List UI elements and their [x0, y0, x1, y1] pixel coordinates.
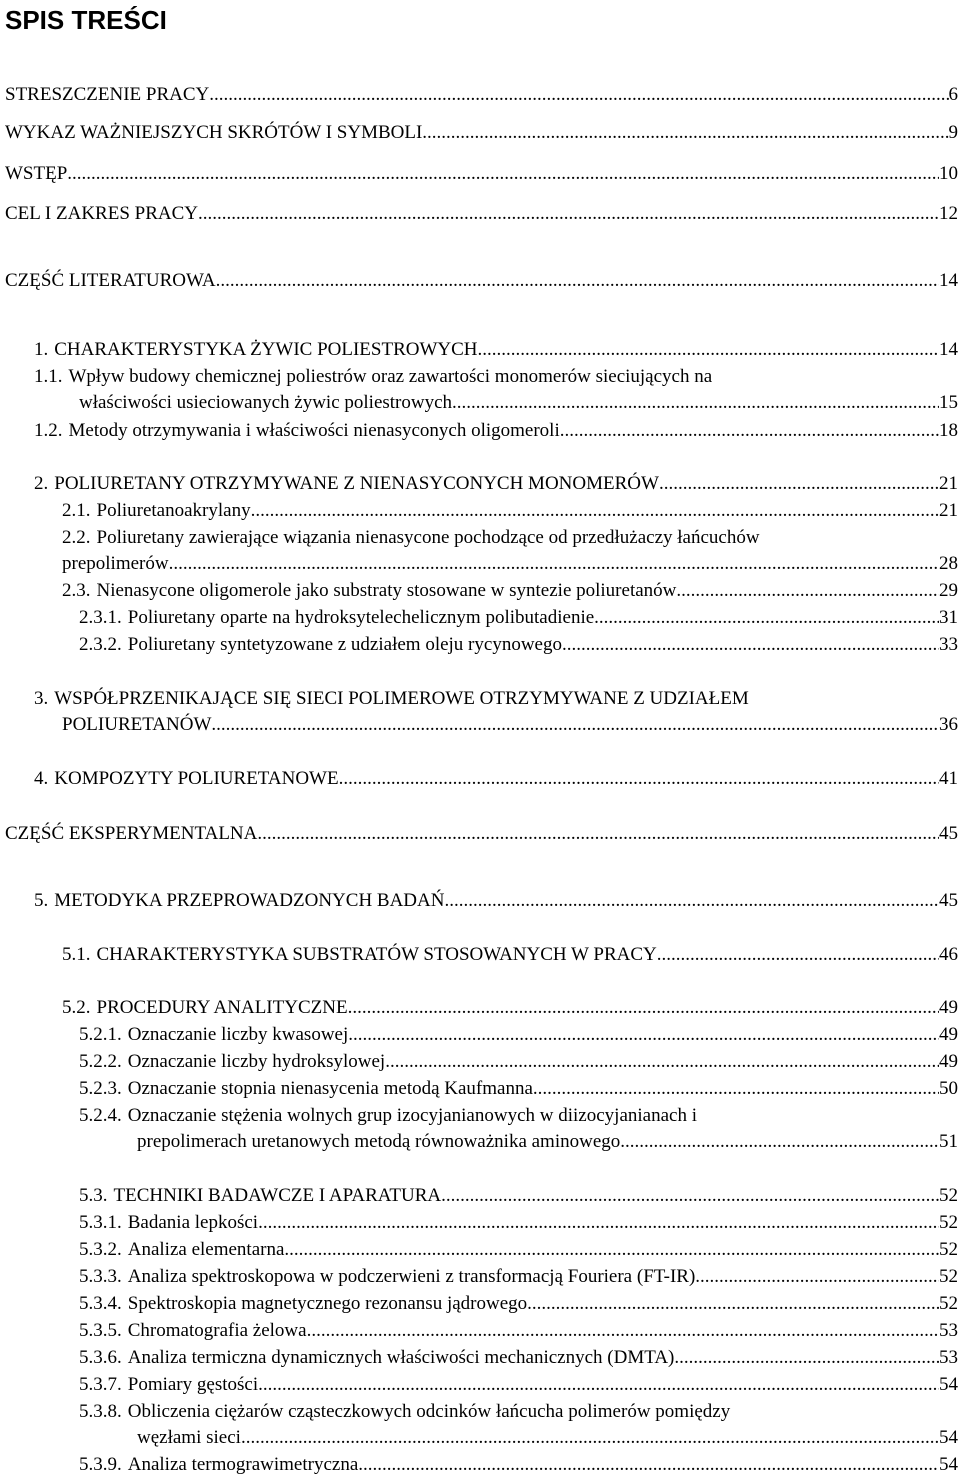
toc-leader-dots: [169, 551, 939, 577]
toc-entry-number: 5.3.5.: [79, 1320, 122, 1341]
toc-leader-dots: [444, 888, 939, 914]
toc-page-number: 49: [939, 1051, 958, 1072]
toc-entry[interactable]: [79, 1210, 958, 1236]
toc-entry-title: Spektroskopia magnetycznego rezonansu jądrowego: [127, 1293, 528, 1314]
toc-entry-number: 2.3.1.: [79, 607, 122, 628]
toc-page-number: 52: [939, 1239, 958, 1260]
toc-page-number: 41: [939, 768, 958, 789]
toc-page-number: 46: [939, 944, 958, 965]
page-title: SPIS TREŚCI: [5, 5, 167, 35]
toc-leader-dots: [527, 1291, 939, 1317]
toc-leader-dots: [258, 1210, 939, 1236]
toc-entry-number: 5.3.3.: [79, 1266, 122, 1287]
toc-entry[interactable]: [79, 1345, 958, 1371]
toc-page-number: 52: [939, 1293, 958, 1314]
toc-entry[interactable]: [79, 1452, 958, 1478]
toc-entry[interactable]: [79, 632, 958, 658]
toc-page-number: 14: [939, 270, 958, 291]
toc-entry[interactable]: [79, 1318, 958, 1344]
toc-entry-title: CEL I ZAKRES PRACY: [5, 203, 199, 224]
toc-entry-title: Poliuretanoakrylany: [96, 500, 251, 521]
toc-entry-title: Wpływ budowy chemicznej poliestrów oraz zawartości monomerów sieciujących na: [68, 366, 713, 387]
toc-entry-number: 2.2.: [62, 527, 91, 548]
toc-entry-continuation[interactable]: [62, 551, 958, 577]
toc-leader-dots: [560, 418, 939, 444]
toc-leader-dots: [216, 268, 939, 294]
toc-page-number: 52: [939, 1266, 958, 1287]
toc-page-number: 15: [939, 392, 958, 413]
toc-leader-dots: [695, 1264, 939, 1290]
toc-page-number: 36: [939, 714, 958, 735]
toc-entry[interactable]: [5, 821, 958, 847]
toc-entry-title: Poliuretany oparte na hydroksytelechelicznym polibutadienie: [127, 607, 595, 628]
toc-entry-title-continued: węzłami sieci: [137, 1427, 241, 1448]
toc-leader-dots: [307, 1318, 939, 1344]
toc-entry-title: Analiza termiczna dynamicznych właściwości mechanicznych (DMTA): [127, 1347, 675, 1368]
toc-leader-dots: [348, 995, 939, 1021]
toc-page-number: 54: [939, 1454, 958, 1475]
toc-page-number: 21: [939, 500, 958, 521]
toc-leader-dots: [674, 1345, 939, 1371]
toc-entry-title-continued: POLIURETANÓW: [62, 714, 212, 735]
toc-leader-dots: [339, 766, 939, 792]
toc-entry-number: 5.1.: [62, 944, 91, 965]
toc-entry[interactable]: [34, 337, 958, 363]
toc-entry-continuation[interactable]: [137, 1425, 958, 1451]
toc-entry-title: KOMPOZYTY POLIURETANOWE: [54, 768, 339, 789]
toc-entry-number: 5.3.7.: [79, 1374, 122, 1395]
toc-entry[interactable]: [79, 1372, 958, 1398]
toc-entry-title: WYKAZ WAŻNIEJSZYCH SKRÓTÓW I SYMBOLI: [5, 122, 423, 143]
toc-leader-dots: [348, 1022, 939, 1048]
toc-leader-dots: [478, 337, 939, 363]
toc-entry-number: 2.3.2.: [79, 634, 122, 655]
toc-entry[interactable]: [62, 578, 958, 604]
toc-entry-number: 1.2.: [34, 420, 63, 441]
toc-entry-number: 2.: [34, 473, 49, 494]
toc-entry[interactable]: [79, 1183, 958, 1209]
toc-page-number: 18: [939, 420, 958, 441]
toc-entry-continuation[interactable]: [79, 390, 958, 416]
toc-entry-title: METODYKA PRZEPROWADZONYCH BADAŃ: [54, 890, 445, 911]
toc-leader-dots: [284, 1237, 939, 1263]
toc-leader-dots: [620, 1129, 939, 1155]
toc-entry-title: Metody otrzymywania i właściwości nienasyconych oligomeroli: [68, 420, 560, 441]
toc-entry-number: 5.: [34, 890, 49, 911]
toc-entry-title: Oznaczanie liczby hydroksylowej: [127, 1051, 386, 1072]
toc-entry-title: CHARAKTERYSTYKA ŻYWIC POLIESTROWYCH: [54, 339, 478, 360]
toc-entry-continuation[interactable]: [62, 712, 958, 738]
toc-page-number: 6: [948, 84, 958, 105]
toc-entry-number: 4.: [34, 768, 49, 789]
toc-entry-title: CZĘŚĆ LITERATUROWA: [5, 270, 216, 291]
toc-page-number: 49: [939, 997, 958, 1018]
toc-entry-title: Nienasycone oligomerole jako substraty stosowane w syntezie poliuretanów: [96, 580, 677, 601]
toc-entry-title: CHARAKTERYSTYKA SUBSTRATÓW STOSOWANYCH W PRACY: [96, 944, 657, 965]
toc-entry-title-continued: prepolimerów: [62, 553, 169, 574]
toc-page-number: 51: [939, 1131, 958, 1152]
toc-entry-title: POLIURETANY OTRZYMYWANE Z NIENASYCONYCH MONOMERÓW: [54, 473, 659, 494]
toc-entry-title: Analiza elementarna: [127, 1239, 285, 1260]
toc-page-number: 54: [939, 1427, 958, 1448]
toc-page-number: 54: [939, 1374, 958, 1395]
toc-entry-title: Analiza spektroskopowa w podczerwieni z transformacją Fouriera (FT-IR): [127, 1266, 696, 1287]
toc-entry-title: Pomiary gęstości: [127, 1374, 259, 1395]
toc-entry-title: Poliuretany syntetyzowane z udziałem oleju rycynowego: [127, 634, 562, 655]
toc-page-number: 53: [939, 1320, 958, 1341]
toc-entry-number: 5.2.4.: [79, 1105, 122, 1126]
toc-page-number: 21: [939, 473, 958, 494]
toc-entry[interactable]: [5, 161, 958, 187]
toc-page-number: 52: [939, 1212, 958, 1233]
toc-leader-dots: [385, 1049, 939, 1075]
toc-entry[interactable]: [79, 1049, 958, 1075]
toc-leader-dots: [594, 605, 939, 631]
toc-entry[interactable]: [62, 498, 958, 524]
toc-entry[interactable]: [79, 1237, 958, 1263]
toc-entry[interactable]: [34, 364, 712, 390]
toc-entry-number: 5.2.1.: [79, 1024, 122, 1045]
toc-entry[interactable]: [79, 1022, 958, 1048]
toc-leader-dots: [209, 82, 948, 108]
toc-entry-number: 3.: [34, 688, 49, 709]
toc-entry[interactable]: [79, 605, 958, 631]
toc-page-number: 45: [939, 823, 958, 844]
toc-entry-title: Oznaczanie stężenia wolnych grup izocyjanianowych w diizocyjanianach i: [127, 1105, 697, 1126]
toc-leader-dots: [258, 1372, 939, 1398]
toc-entry[interactable]: [5, 201, 958, 227]
toc-entry-title: PROCEDURY ANALITYCZNE: [96, 997, 348, 1018]
toc-entry-title: WSTĘP: [5, 163, 68, 184]
toc-entry[interactable]: [5, 82, 958, 108]
toc-page-number: 52: [939, 1185, 958, 1206]
toc-entry-title: Oznaczanie stopnia nienasycenia metodą Kaufmanna: [127, 1078, 533, 1099]
toc-leader-dots: [533, 1076, 939, 1102]
toc-leader-dots: [422, 120, 948, 146]
toc-entry-number: 5.3.4.: [79, 1293, 122, 1314]
toc-page-number: 28: [939, 553, 958, 574]
toc-entry-number: 5.3.: [79, 1185, 108, 1206]
toc-entry[interactable]: [34, 766, 958, 792]
toc-entry-number: 5.3.8.: [79, 1401, 122, 1422]
toc-leader-dots: [657, 942, 939, 968]
toc-entry-number: 5.2.3.: [79, 1078, 122, 1099]
toc-page-number: 29: [939, 580, 958, 601]
toc-leader-dots: [358, 1452, 939, 1478]
toc-entry[interactable]: [5, 120, 958, 146]
toc-entry-title: CZĘŚĆ EKSPERYMENTALNA: [5, 823, 258, 844]
toc-entry[interactable]: [79, 1264, 958, 1290]
toc-entry-title: WSPÓŁPRZENIKAJĄCE SIĘ SIECI POLIMEROWE OTRZYMYWANE Z UDZIAŁEM: [54, 688, 749, 709]
toc-page-number: 31: [939, 607, 958, 628]
toc-entry[interactable]: [79, 1399, 730, 1425]
toc-leader-dots: [441, 1183, 939, 1209]
toc-entry-title-continued: właściwości usieciowanych żywic poliestrowych: [79, 392, 453, 413]
toc-entry[interactable]: [79, 1291, 958, 1317]
toc-leader-dots: [198, 201, 939, 227]
toc-entry-title: Badania lepkości: [127, 1212, 259, 1233]
toc-entry-continuation[interactable]: [137, 1129, 958, 1155]
toc-page-number: 49: [939, 1024, 958, 1045]
toc-leader-dots: [659, 471, 939, 497]
toc-entry-number: 5.3.9.: [79, 1454, 122, 1475]
toc-entry-number: 5.3.2.: [79, 1239, 122, 1260]
toc-entry[interactable]: [62, 995, 958, 1021]
toc-entry-title: Chromatografia żelowa: [127, 1320, 307, 1341]
toc-entry[interactable]: [62, 942, 958, 968]
toc-entry[interactable]: [34, 471, 958, 497]
toc-leader-dots: [676, 578, 939, 604]
toc-entry[interactable]: [79, 1076, 958, 1102]
toc-entry-title-continued: prepolimerach uretanowych metodą równoważnika aminowego: [137, 1131, 621, 1152]
toc-entry-title: Oznaczanie liczby kwasowej: [127, 1024, 349, 1045]
toc-leader-dots: [257, 821, 939, 847]
toc-entry[interactable]: [34, 888, 958, 914]
toc-entry-number: 1.1.: [34, 366, 63, 387]
toc-entry-number: 5.2.2.: [79, 1051, 122, 1072]
toc-entry-number: 1.: [34, 339, 49, 360]
toc-page-number: 45: [939, 890, 958, 911]
toc-entry-title: TECHNIKI BADAWCZE I APARATURA: [113, 1185, 442, 1206]
toc-page-number: 53: [939, 1347, 958, 1368]
toc-entry[interactable]: [34, 686, 749, 712]
toc-leader-dots: [251, 498, 939, 524]
toc-page-number: 10: [939, 163, 958, 184]
toc-page-number: 33: [939, 634, 958, 655]
toc-entry[interactable]: [62, 525, 760, 551]
toc-entry-title: Poliuretany zawierające wiązania nienasycone pochodzące od przedłużaczy łańcuchów: [96, 527, 760, 548]
toc-entry-number: 5.3.1.: [79, 1212, 122, 1233]
toc-page-number: 12: [939, 203, 958, 224]
toc-page-number: 14: [939, 339, 958, 360]
toc-entry-number: 5.3.6.: [79, 1347, 122, 1368]
toc-entry-title: Analiza termograwimetryczna: [127, 1454, 359, 1475]
toc-leader-dots: [452, 390, 939, 416]
toc-entry-title: Obliczenia ciężarów cząsteczkowych odcinków łańcucha polimerów pomiędzy: [127, 1401, 731, 1422]
toc-leader-dots: [211, 712, 939, 738]
toc-entry-number: 2.1.: [62, 500, 91, 521]
toc-page-number: 9: [948, 122, 958, 143]
toc-entry[interactable]: [5, 268, 958, 294]
toc-entry[interactable]: [79, 1103, 697, 1129]
toc-leader-dots: [241, 1425, 939, 1451]
toc-entry-title: STRESZCZENIE PRACY: [5, 84, 210, 105]
toc-entry[interactable]: [34, 418, 958, 444]
toc-entry-number: 5.2.: [62, 997, 91, 1018]
toc-leader-dots: [562, 632, 939, 658]
toc-entry-number: 2.3.: [62, 580, 91, 601]
toc-page-number: 50: [939, 1078, 958, 1099]
toc-leader-dots: [67, 161, 939, 187]
